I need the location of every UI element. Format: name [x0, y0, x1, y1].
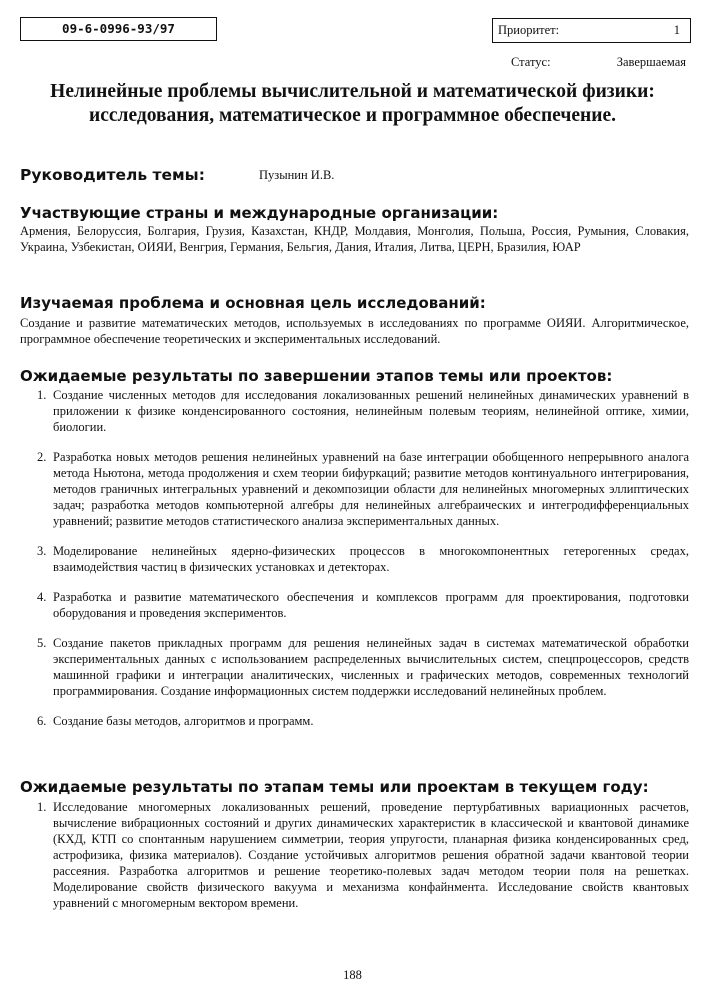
item-number: 3.	[37, 544, 47, 558]
priority-value: 1	[673, 23, 680, 37]
item-number: 4.	[37, 590, 47, 604]
leader-name: Пузынин И.В.	[259, 168, 335, 182]
item-number: 6.	[37, 714, 47, 728]
priority-box	[492, 18, 691, 43]
item-text: Исследование многомерных локализованных решений, проведение пертурбативных вариационных расчетов, вычисление вибрационных состояний и других динамических характеристик в классической и квантовой динамике (КХД, КТП со спонтанным нарушением симметрии, теория упругости, планарная физика конденсированных сред, астрофизика, физика материалов). Создание устойчивых алгоритмов решения обратной задачи квантовой теории рассеяния. Разработка алгоритмов и решение теоретико-полевых задач методом теории поля на решетках. Моделирование свойств физического вакуума и механизма конфайнмента. Исследование свойств квантовых уравнений с многомерным вектором времени.	[53, 800, 689, 910]
problem-heading: Изучаемая проблема и основная цель исследований:	[20, 294, 486, 312]
document-title: Нелинейные проблемы вычислительной и математической физики: исследования, математическое и программное обеспечение.	[50, 81, 655, 126]
status-value: Завершаемая	[616, 55, 686, 69]
expected-final-list	[20, 387, 689, 729]
problem-text: Создание и развитие математических методов, используемых в исследованиях по программе ОИЯИ. Алгоритмическое, программное обеспечение теоретических и экспериментальных исследований.	[20, 316, 689, 346]
list-item	[20, 713, 689, 729]
item-text: Создание пакетов прикладных программ для решения нелинейных задач в системах математической обработки экспериментальных данных с использованием распределенных вычислительных систем, спецпроцессоров, средств машинной графики и интеграции аналитических, численных и графических методов, современных технологий программирования. Создание информационных систем поддержки исследований нелинейных проблем.	[53, 636, 689, 698]
list-item	[20, 589, 689, 621]
item-number: 1.	[37, 388, 47, 402]
countries-heading: Участвующие страны и международные организации:	[20, 204, 499, 222]
item-text: Создание численных методов для исследования локализованных решений нелинейных динамических уравнений в приложении к физике конденсированного состояния, нелинейным полевым теориям, нелинейной оптике, химии, биологии.	[53, 388, 689, 434]
leader-label: Руководитель темы:	[20, 166, 205, 184]
priority-label: Приоритет:	[498, 23, 560, 37]
status-label: Статус:	[511, 55, 551, 69]
list-item	[20, 799, 689, 911]
expected-current-list	[20, 799, 689, 911]
item-number: 1.	[37, 800, 47, 814]
expected-final-heading: Ожидаемые результаты по завершении этапов темы или проектов:	[20, 367, 613, 385]
list-item	[20, 387, 689, 435]
countries-text: Армения, Белоруссия, Болгария, Грузия, Казахстан, КНДР, Молдавия, Монголия, Польша, Россия, Румыния, Словакия, Украина, Узбекистан, ОИЯИ, Венгрия, Германия, Бельгия, Дания, Италия, Литва, ЦЕРН, Бразилия, ЮАР	[20, 224, 689, 254]
topic-code: 09-6-0996-93/97	[20, 17, 217, 41]
item-text: Разработка и развитие математического обеспечения и комплексов программ для проектирования, подготовки оборудования и проведения экспериментов.	[53, 590, 689, 620]
item-text: Моделирование нелинейных ядерно-физических процессов в многокомпонентных гетерогенных средах, взаимодействия частиц в физических установках и детекторах.	[53, 544, 689, 574]
item-number: 5.	[37, 636, 47, 650]
item-text: Создание базы методов, алгоритмов и программ.	[53, 714, 314, 728]
list-item	[20, 635, 689, 699]
list-item	[20, 543, 689, 575]
list-item	[20, 449, 689, 529]
status-row	[511, 55, 686, 70]
item-number: 2.	[37, 450, 47, 464]
page-number: 188	[343, 968, 362, 982]
item-text: Разработка новых методов решения нелинейных уравнений на базе интеграции обобщенного непрерывного аналога метода Ньютона, метода продолжения и схем теории бифуркаций; развитие методов континуального интегрирования, методов граничных интегральных уравнений и декомпозиции области для нелинейных многомерных эллиптических задач; разработка методов компьютерной алгебры для нелинейных алгебраических и интегродифференциальных уравнений; развитие методов статистического анализа экспериментальных данных.	[53, 450, 689, 528]
leader-row	[20, 166, 335, 184]
expected-current-heading: Ожидаемые результаты по этапам темы или проектам в текущем году:	[20, 778, 649, 796]
